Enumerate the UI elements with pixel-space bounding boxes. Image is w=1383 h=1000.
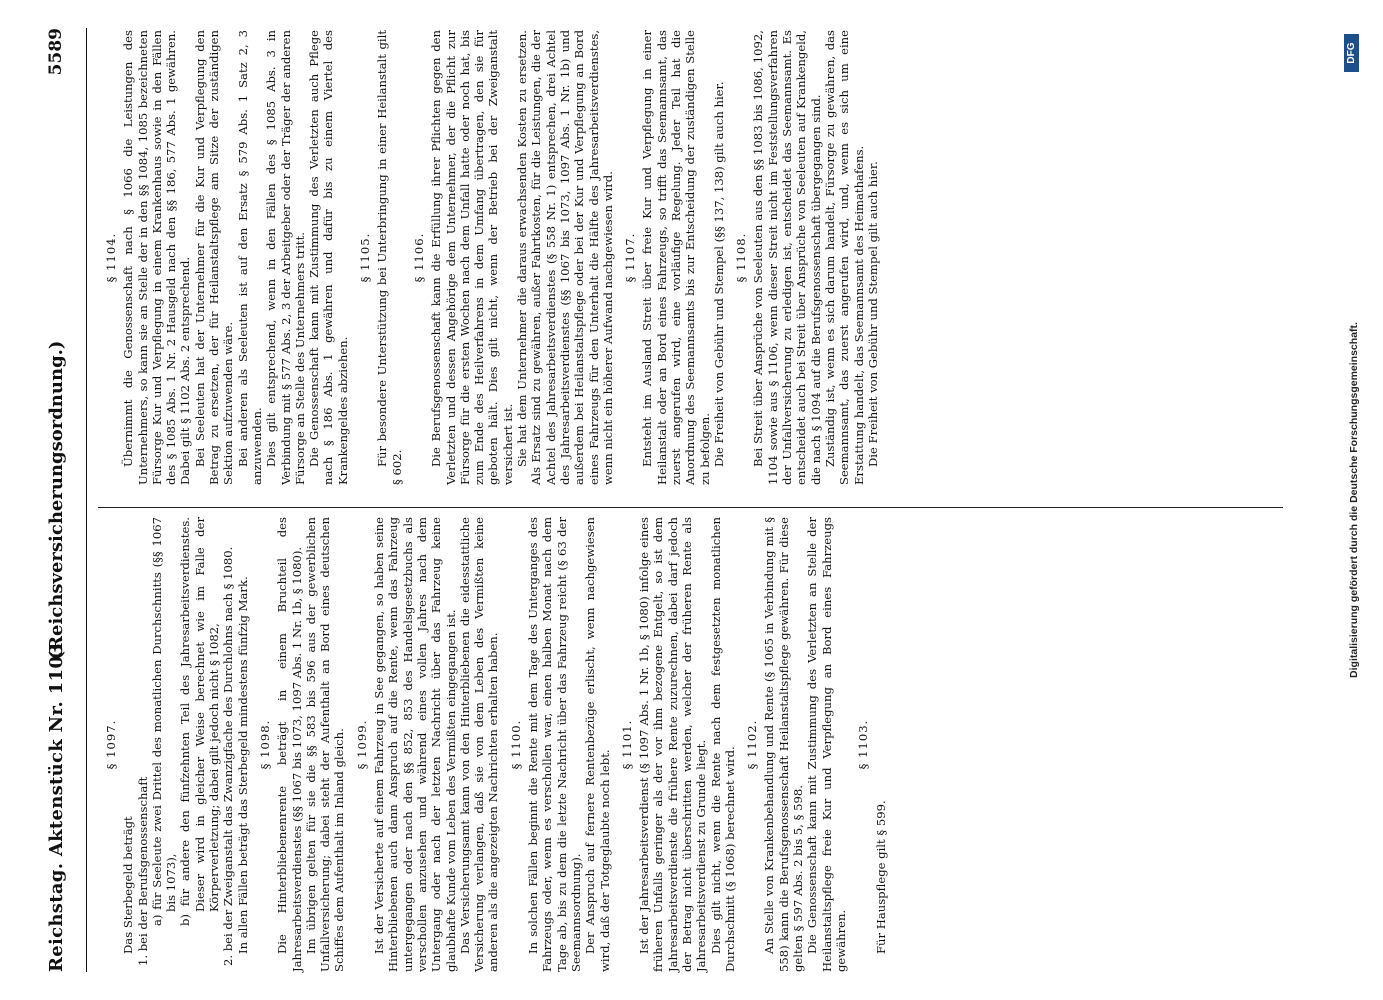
paragraph: Übernimmt die Genossenschaft nach § 1066 die Leistungen des Unternehmers, so kann sie an Stelle der in den §§ 1084, 1085 bezeichneten Fürsorge Kur und Verpflegung in einem Krankenhaus sowie in den Fällen des § 1085 Abs. 1 Nr. 2 Hausgeld nach den §§ 186, 577 Abs. 1 gewähren. Dabei gilt § 1102 Abs. 2 entsprechend. (121, 30, 193, 485)
list-item: 1. bei der Berufsgenossenschaft (135, 776, 150, 966)
section-heading: § 1104. (104, 232, 118, 283)
paragraph: Entsteht im Ausland Streit über freie Kur und Verpflegung in einer Heilanstalt oder an Bord eines Fahrzeugs, so trifft das Seemannsamt, das zuerst angerufen wird, eine vorläufige Regelung. Jeder Teil hat die Anordnung des Seemannsamts bis zur Entscheidung der zuständigen Stelle zu befolgen. (640, 30, 712, 485)
section-heading: § 1103. (856, 719, 871, 770)
column-divider (98, 507, 1283, 508)
section-heading: § 1097. (104, 719, 118, 770)
paragraph: Ist der Versicherte auf einem Fahrzeug in See gegangen, so haben seine Hinterbliebenen auch dann Anspruch auf die Rente, wenn das Fahrzeug untergegangen oder nach den §§ 852, 853 des Handelsgesetzbuchs als verschollen anzusehen und während eines vollen Jahres nach dem Untergang oder nach der letzten Nachricht über das Fahrzeug keine glaubhafte Kunde vom Leben des Vermißten eingegangen ist. (372, 517, 458, 972)
paragraph: Sie hat dem Unternehmer die daraus erwachsenden Kosten zu ersetzen. Als Ersatz sind zu gewähren, außer Fahrtkosten, für die Leistungen, die der Achtel des Jahresarbeitsverdienstes (§ 558 Nr. 1) entsprechen, drei Achtel des Jahresarbeitsverdienstes (§§ 1067 bis 1073, 1097 Abs. 1 Nr. 1b) und außerdem bei Heilanstaltspflege oder bei der Kur und Verpflegung an Bord eines Fahrzeugs für den Unterhalt die Hälfte des Jahresarbeitsverdienstes, wenn nicht ein höherer Aufwand nachgewiesen wird. (515, 30, 615, 485)
section-heading: § 1098. (257, 719, 272, 770)
paragraph: Dies gilt entsprechend, wenn in den Fällen des § 1085 Abs. 3 in Verbindung mit § 577 Abs. 2, 3 der Arbeitgeber oder der Träger der anderen Fürsorge an Stelle des Unternehmers tritt. (264, 30, 307, 485)
page-number: 5589 (46, 28, 66, 76)
section-heading: § 1099. (354, 719, 369, 770)
paragraph: Für Hauspflege gilt § 599. (873, 800, 888, 954)
section-heading: § 1106. (411, 232, 426, 283)
header-title-left: Reichstag. Aktenstück Nr. 1103. (46, 636, 67, 972)
paragraph: Bei Streit über Ansprüche von Seeleuten aus den §§ 1083 bis 1086, 1092, 1104 sowie aus § 1106, wenn dieser Streit nicht im Feststellungsverfahren der Unfallversicherung zu erledigen ist, entscheidet das Seemannsamt. Es entscheidet auch bei Streit über Ansprüche von Seeleuten auf Krankengeld, die nach § 1094 auf die Berufsgenossenschaft übergegangen sind. (751, 30, 823, 485)
list-subitem: a) für Seeleute zwei Drittel des monatlichen Durchschnitts (§§ 1067 bis 1073), (149, 517, 179, 926)
header-title-center: (Reichsversicherungsordnung.) (46, 340, 67, 660)
paragraph: Bei anderen als Seeleuten ist auf den Ersatz § 579 Abs. 1 Satz 2, 3 anzuwenden. (235, 30, 264, 485)
digitization-credit (1340, 0, 1380, 1000)
dfg-logo: DFG (1344, 34, 1359, 72)
list-subitem: b) für andere den fünfzehnten Teil des Jahresarbeitsverdienstes. Dieser wird in gleicher Weise berechnet wie im Falle der Körperverletzung; dabei gilt jedoch nicht § 1082, (178, 517, 222, 926)
paragraph: In allen Fällen beträgt das Sterbegeld mindestens fünfzig Mark. (235, 576, 250, 954)
paragraph: Für besondere Unterstützung bei Unterbringung in einer Heilanstalt gilt § 602. (375, 30, 404, 485)
credit-text: Digitalisierung gefördert durch die Deutsche Forschungsgemeinschaft. (1348, 322, 1360, 678)
paragraph: Die Freiheit von Gebühr und Stempel (§§ 137, 138) gilt auch hier. (711, 81, 726, 467)
list-item: 2. bei der Zweiganstalt das Zwanzigfache des Durchlohns nach § 1080. (221, 546, 236, 966)
paragraph: In solchen Fällen beginnt die Rente mit dem Tage des Unterganges des Fahrzeugs oder, wenn es verschollen war, einen halben Monat nach dem Tage ab, bis zu dem die letzte Nachricht über das Fahrzeug reicht (§ 63 der Seemannsordnung). (526, 517, 583, 972)
paragraph: Das Sterbegeld beträgt (121, 816, 136, 954)
paragraph: Der Anspruch auf fernere Rentenbezüge erlischt, wenn nachgewiesen wird, daß der Totgeglaubte noch lebt. (583, 517, 612, 972)
paragraph: Das Versicherungsamt kann von den Hinterbliebenen die eidesstattliche Versicherung verlangen, daß sie von dem Leben des Vermißten keine anderen als die angezeigten Nachrichten erhalten haben. (457, 517, 501, 972)
section-heading: § 1107. (623, 232, 638, 283)
paragraph: Die Berufsgenossenschaft kann die Erfüllung ihrer Pflichten gegen den Verletzten und dessen Angehörige dem Unternehmer, der die Pflicht zur Fürsorge für die ersten Wochen nach dem Unfall hatte oder noch hat, bis zum Ende des Heilverfahrens in dem Umfang übertragen, den sie für geboten hält. Dies gilt nicht, wenn der Betrieb bei der Zweiganstalt versichert ist. (429, 30, 515, 485)
paragraph: Die Hinterbliebenenrente beträgt in einem Bruchteil des Jahresarbeitsverdienstes (§§ 1067 bis 1073, 1097 Abs. 1 Nr. 1b, § 1080). (275, 517, 304, 972)
paragraph: Die Genossenschaft kann mit Zustimmung des Verletzten an Stelle der Heilanstaltspflege freie Kur und Verpflegung an Bord eines Fahrzeugs gewähren. (805, 517, 848, 972)
section-heading: § 1100. (508, 719, 523, 770)
page-header (40, 28, 80, 972)
left-column (96, 517, 888, 972)
paragraph: Die Genossenschaft kann mit Zustimmung des Verletzten auch Pflege nach § 186 Abs. 1 gewähren und dafür bis zu einem Viertel des Krankengeldes abziehen. (307, 30, 350, 485)
section-heading: § 1101. (619, 719, 634, 770)
header-rule (86, 28, 87, 972)
paragraph: Die Freiheit von Gebühr und Stempel gilt auch hier. (865, 161, 880, 467)
section-heading: § 1108. (734, 232, 749, 283)
paragraph: Im übrigen gelten für sie die §§ 583 bis 596 aus der gewerblichen Unfallversicherung; dabei steht der Aufenthalt an Bord eines deutschen Schiffes dem Aufenthalt im Inland gleich. (303, 517, 347, 972)
paragraph: Dies gilt nicht, wenn die Rente nach dem festgesetzten monatlichen Durchschnitt (§ 1068) berechnet wird. (708, 517, 737, 972)
section-heading: § 1102. (745, 719, 760, 770)
section-heading: § 1105. (358, 232, 373, 283)
right-column (96, 30, 880, 485)
paragraph: Ist der Jahresarbeitsverdienst (§ 1097 Abs. 1 Nr. 1b, § 1080) infolge eines früheren Unfalls geringer als der vor ihm bezogene Entgelt, so ist dem Jahresarbeitsverdienste die frühere Rente zuzurechnen, dabei darf jedoch der Betrag nicht überschritten werden, welcher der früheren Rente als Jahresarbeitsverdienst zu Grunde liegt. (637, 517, 709, 972)
paragraph: Bei Seeleuten hat der Unternehmer für die Kur und Verpflegung den Betrag zu ersetzen, der für Heilanstaltspflege am Sitze der zuständigen Sektion aufzuwenden wäre. (192, 30, 236, 485)
paragraph: Zuständig ist, wenn es sich darum handelt, Fürsorge zu gewähren, das Seemannsamt, das zuerst angerufen wird, und, wenn es sich um eine Erstattung handelt, das Seemannsamt des Heimathafens. (822, 30, 866, 485)
paragraph: An Stelle von Krankenbehandlung und Rente (§ 1065 in Verbindung mit § 558) kann die Berufsgenossenschaft Heilanstaltspflege gewähren. Für diese gelten § 597 Abs. 2 bis 5, § 598. (762, 517, 806, 972)
